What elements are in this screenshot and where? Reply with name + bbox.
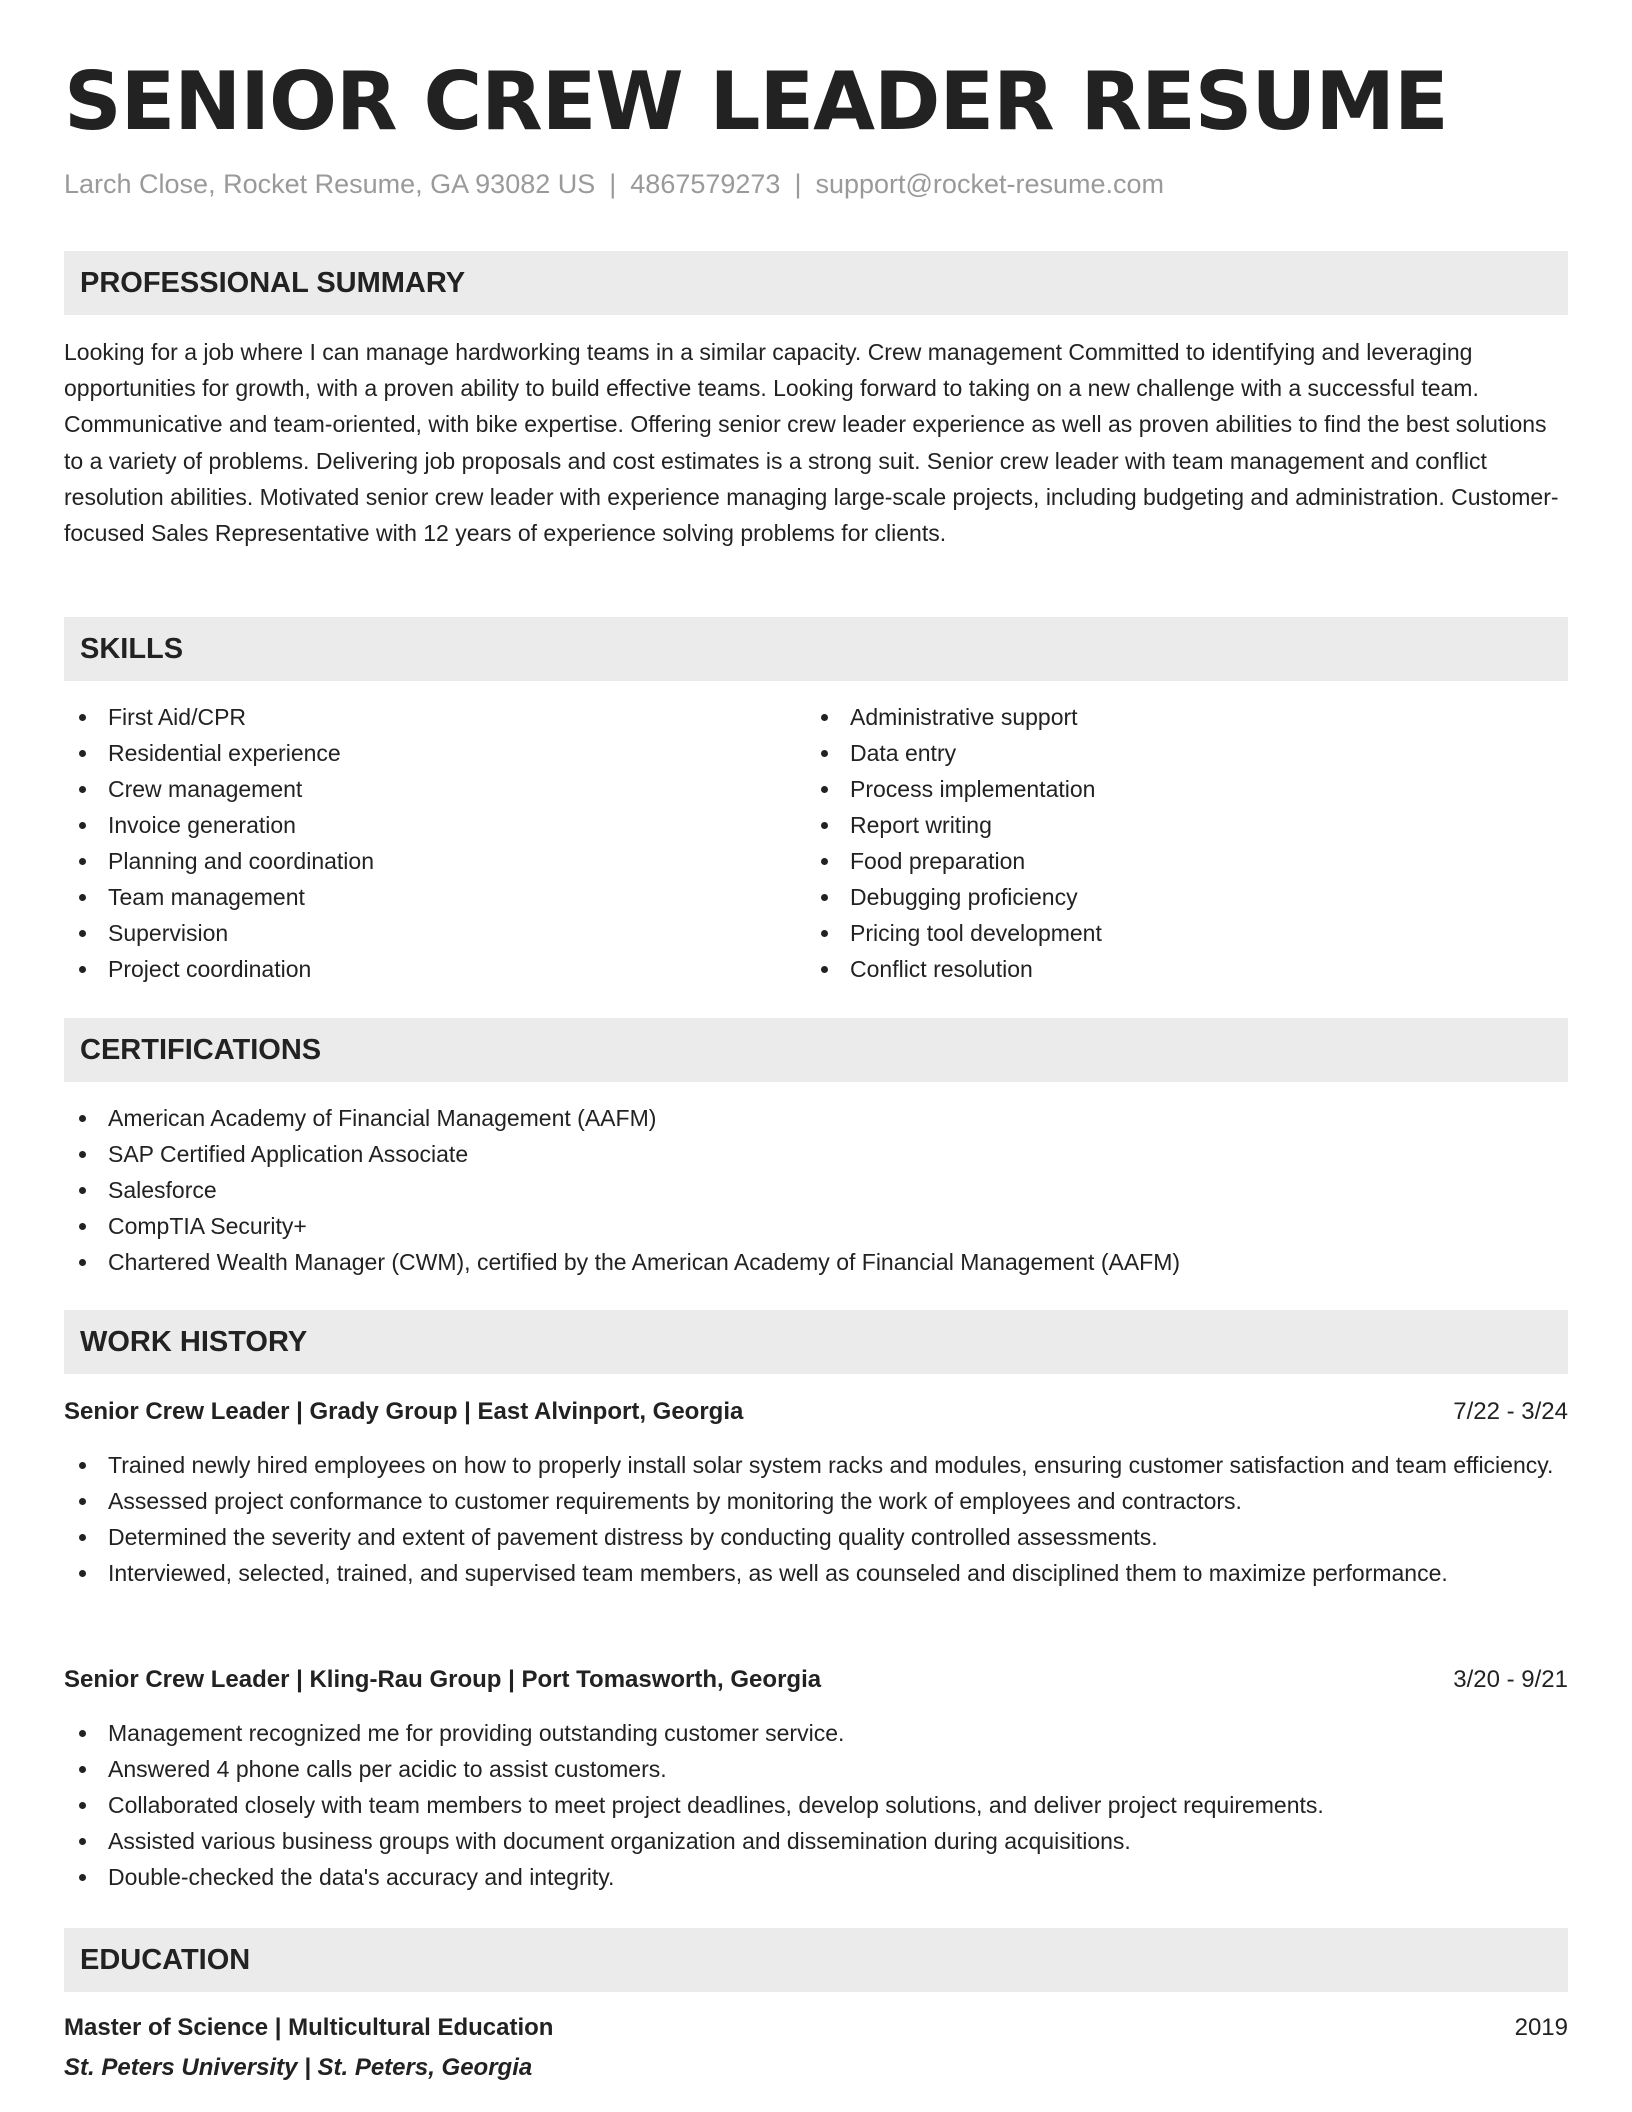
- job-bullets: [64, 1715, 1568, 1895]
- job-dates: 3/20 - 9/21: [1453, 1666, 1568, 1693]
- certification-item: SAP Certified Application Associate: [64, 1136, 1568, 1172]
- education-section-header: [64, 1928, 1568, 1992]
- job-bullet: Assessed project conformance to customer requirements by monitoring the work of employees and contractors.: [64, 1483, 1568, 1519]
- skill-item: Residential experience: [64, 735, 804, 771]
- job-bullet: Interviewed, selected, trained, and supervised team members, as well as counseled and disciplined them to maximize performance.: [64, 1555, 1568, 1591]
- job-dates: 7/22 - 3/24: [1453, 1398, 1568, 1425]
- skill-item: Process implementation: [806, 771, 1546, 807]
- graduation-year: 2019: [1514, 2014, 1568, 2041]
- job-bullet: Assisted various business groups with document organization and dissemination during acquisitions.: [64, 1823, 1568, 1859]
- skill-item: Administrative support: [806, 699, 1546, 735]
- certification-item: Chartered Wealth Manager (CWM), certified by the American Academy of Financial Management (AAFM): [64, 1244, 1568, 1280]
- contact-phone: 4867579273: [630, 169, 781, 199]
- job-bullet: Management recognized me for providing outstanding customer service.: [64, 1715, 1568, 1751]
- degree-title: Master of Science | Multicultural Education: [64, 2014, 554, 2041]
- skill-item: Team management: [64, 879, 804, 915]
- work-heading: WORK HISTORY: [80, 1326, 308, 1358]
- skills-section-header: [64, 617, 1568, 681]
- contact-separator: |: [609, 169, 617, 199]
- skill-item: Debugging proficiency: [806, 879, 1546, 915]
- skill-item: Report writing: [806, 807, 1546, 843]
- work-section-header: [64, 1310, 1568, 1374]
- contact-address: Larch Close, Rocket Resume, GA 93082 US: [64, 169, 596, 199]
- job-bullet: Collaborated closely with team members to meet project deadlines, develop solutions, and deliver project requirements.: [64, 1787, 1568, 1823]
- certifications-heading: CERTIFICATIONS: [80, 1034, 322, 1066]
- job-title: Senior Crew Leader | Grady Group | East Alvinport, Georgia: [64, 1398, 744, 1425]
- skill-item: Conflict resolution: [806, 951, 1546, 987]
- certifications-section-header: [64, 1018, 1568, 1082]
- skills-heading: SKILLS: [80, 633, 184, 665]
- skill-item: First Aid/CPR: [64, 699, 804, 735]
- skill-item: Invoice generation: [64, 807, 804, 843]
- skill-item: Project coordination: [64, 951, 804, 987]
- skill-item: Food preparation: [806, 843, 1546, 879]
- job-title: Senior Crew Leader | Kling-Rau Group | Port Tomasworth, Georgia: [64, 1666, 822, 1693]
- certification-item: CompTIA Security+: [64, 1208, 1568, 1244]
- contact-separator: |: [794, 169, 802, 199]
- contact-email: support@rocket-resume.com: [815, 169, 1164, 199]
- education-heading: EDUCATION: [80, 1944, 251, 1976]
- certification-item: American Academy of Financial Management (AAFM): [64, 1100, 1568, 1136]
- resume-title: SENIOR CREW LEADER RESUME: [64, 55, 1448, 148]
- skills-list-left: [64, 699, 804, 987]
- summary-section-header: [64, 251, 1568, 315]
- job-bullets: [64, 1447, 1568, 1591]
- skill-item: Supervision: [64, 915, 804, 951]
- job-bullet: Double-checked the data's accuracy and integrity.: [64, 1859, 1568, 1895]
- skills-list-right: [806, 699, 1546, 987]
- summary-text: Looking for a job where I can manage hardworking teams in a similar capacity. Crew management Committed to identifying and leveraging opportunities for growth, with a proven ability to build effective teams. Looking forward to taking on a new challenge with a successful team. Communicative and team-oriented, with bike expertise. Offering senior crew leader experience as well as proven abilities to find the best solutions to a variety of problems. Delivering job proposals and cost estimates is a strong suit. Senior crew leader with team management and conflict resolution abilities. Motivated senior crew leader with experience managing large-scale projects, including budgeting and administration. Customer-focused Sales Representative with 12 years of experience solving problems for clients.: [64, 339, 1559, 547]
- certifications-list: [64, 1100, 1568, 1280]
- skill-item: Planning and coordination: [64, 843, 804, 879]
- school-name: St. Peters University | St. Peters, Georgia: [64, 2054, 533, 2081]
- job-bullet: Trained newly hired employees on how to properly install solar system racks and modules, ensuring customer satisfaction and team efficiency.: [64, 1447, 1568, 1483]
- skill-item: Crew management: [64, 771, 804, 807]
- summary-heading: PROFESSIONAL SUMMARY: [80, 267, 466, 299]
- job-bullet: Determined the severity and extent of pavement distress by conducting quality controlled assessments.: [64, 1519, 1568, 1555]
- job-bullet: Answered 4 phone calls per acidic to assist customers.: [64, 1751, 1568, 1787]
- skill-item: Data entry: [806, 735, 1546, 771]
- certification-item: Salesforce: [64, 1172, 1568, 1208]
- contact-line: [64, 166, 1164, 202]
- skill-item: Pricing tool development: [806, 915, 1546, 951]
